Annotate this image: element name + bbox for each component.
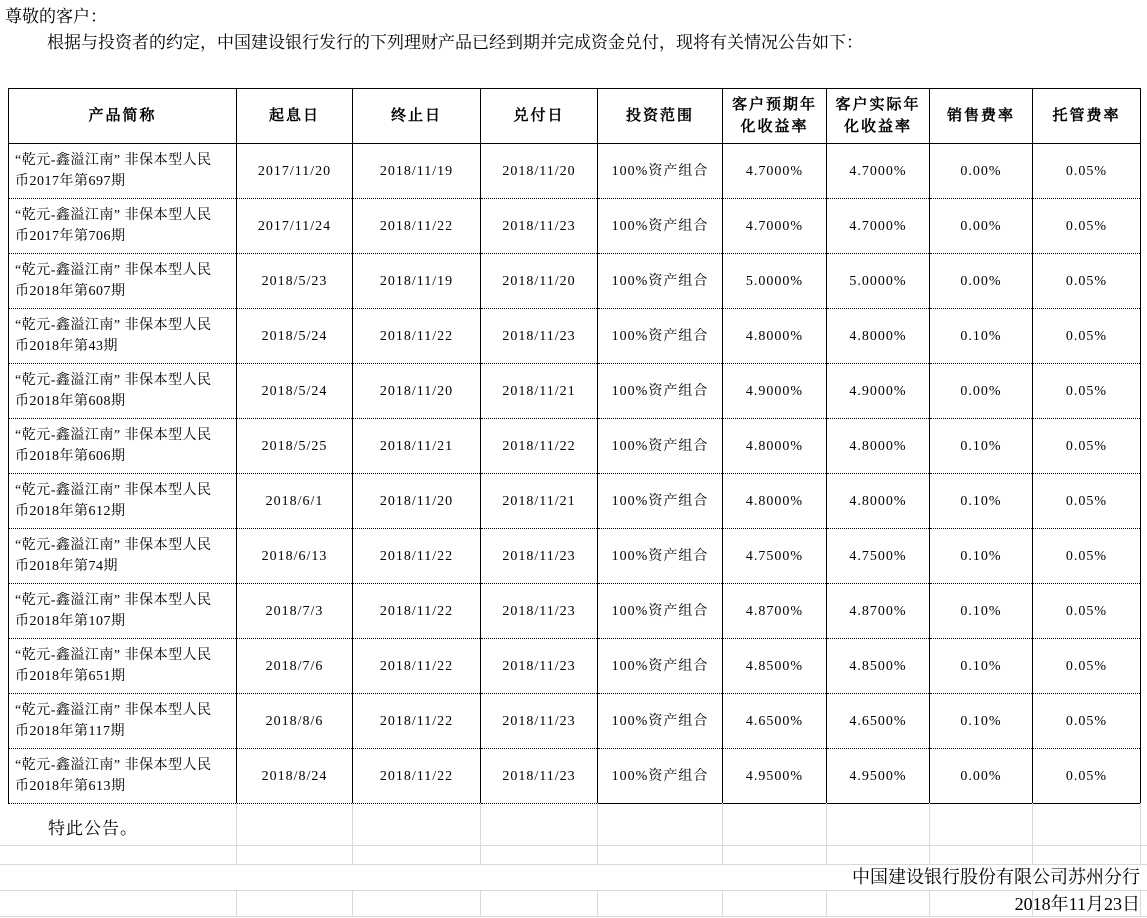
table-cell: 2018/11/20 bbox=[481, 144, 598, 199]
table-cell: 2018/11/22 bbox=[481, 419, 598, 474]
table-cell: 100%资产组合 bbox=[598, 749, 723, 804]
table-header-row bbox=[9, 89, 1141, 144]
table-cell: 2018/11/22 bbox=[353, 309, 481, 364]
table-cell: 2018/7/3 bbox=[237, 584, 353, 639]
table-cell: 4.7000% bbox=[723, 199, 827, 254]
table-cell: 100%资产组合 bbox=[598, 254, 723, 309]
table-body bbox=[9, 144, 1141, 804]
issuer-signature: 中国建设银行股份有限公司苏州分行 bbox=[852, 867, 1140, 887]
table-cell: 4.8700% bbox=[827, 584, 930, 639]
table-cell: 100%资产组合 bbox=[598, 474, 723, 529]
table-cell: 0.05% bbox=[1033, 419, 1141, 474]
table-cell: 2018/11/23 bbox=[481, 749, 598, 804]
table-cell: 2018/6/1 bbox=[237, 474, 353, 529]
column-header: 兑付日 bbox=[481, 89, 598, 144]
table-row bbox=[9, 144, 1141, 199]
table-cell: 4.8500% bbox=[723, 639, 827, 694]
table-cell: 0.10% bbox=[930, 419, 1033, 474]
table-cell: 0.05% bbox=[1033, 639, 1141, 694]
table-cell: 4.8000% bbox=[827, 419, 930, 474]
product-name-cell: “乾元-鑫溢江南” 非保本型人民币2018年第608期 bbox=[9, 364, 237, 419]
table-cell: 0.00% bbox=[930, 254, 1033, 309]
column-header: 起息日 bbox=[237, 89, 353, 144]
table-row bbox=[9, 474, 1141, 529]
column-header: 客户预期年化收益率 bbox=[723, 89, 827, 144]
table-cell: 100%资产组合 bbox=[598, 639, 723, 694]
table-cell: 2018/7/6 bbox=[237, 639, 353, 694]
table-row bbox=[9, 694, 1141, 749]
table-cell: 4.6500% bbox=[723, 694, 827, 749]
table-cell: 2018/11/22 bbox=[353, 639, 481, 694]
table-cell: 2018/11/22 bbox=[353, 529, 481, 584]
product-name-cell: “乾元-鑫溢江南” 非保本型人民币2018年第613期 bbox=[9, 749, 237, 804]
table-cell: 2018/8/6 bbox=[237, 694, 353, 749]
gridline-vertical bbox=[1032, 803, 1033, 864]
gridline-vertical bbox=[929, 803, 930, 864]
gridline-vertical bbox=[1140, 890, 1141, 916]
table-row bbox=[9, 364, 1141, 419]
table-cell: 4.8500% bbox=[827, 639, 930, 694]
table-cell: 2018/11/22 bbox=[353, 584, 481, 639]
table-row bbox=[9, 529, 1141, 584]
table-cell: 0.00% bbox=[930, 144, 1033, 199]
gridline-vertical bbox=[826, 803, 827, 864]
table-cell: 2018/11/20 bbox=[353, 364, 481, 419]
table-cell: 0.05% bbox=[1033, 749, 1141, 804]
table-cell: 4.7500% bbox=[723, 529, 827, 584]
table-cell: 2018/11/22 bbox=[353, 199, 481, 254]
product-name-cell: “乾元-鑫溢江南” 非保本型人民币2018年第74期 bbox=[9, 529, 237, 584]
table-cell: 0.05% bbox=[1033, 199, 1141, 254]
product-name-cell: “乾元-鑫溢江南” 非保本型人民币2018年第606期 bbox=[9, 419, 237, 474]
column-header: 投资范围 bbox=[598, 89, 723, 144]
table-cell: 4.8700% bbox=[723, 584, 827, 639]
maturity-products-table bbox=[8, 88, 1141, 804]
table-cell: 0.00% bbox=[930, 749, 1033, 804]
table-cell: 2018/6/13 bbox=[237, 529, 353, 584]
table-cell: 4.9500% bbox=[723, 749, 827, 804]
product-name-cell: “乾元-鑫溢江南” 非保本型人民币2018年第43期 bbox=[9, 309, 237, 364]
bottom-section bbox=[0, 803, 1147, 918]
table-cell: 0.10% bbox=[930, 474, 1033, 529]
announcement-date: 2018年11月23日 bbox=[1014, 894, 1140, 914]
table-cell: 4.8000% bbox=[723, 419, 827, 474]
table-cell: 2018/5/25 bbox=[237, 419, 353, 474]
column-header: 销售费率 bbox=[930, 89, 1033, 144]
table-cell: 100%资产组合 bbox=[598, 199, 723, 254]
table-cell: 2018/5/23 bbox=[237, 254, 353, 309]
table-cell: 0.10% bbox=[930, 529, 1033, 584]
table-cell: 100%资产组合 bbox=[598, 364, 723, 419]
table-cell: 2018/11/23 bbox=[481, 639, 598, 694]
table-cell: 0.05% bbox=[1033, 694, 1141, 749]
intro-block bbox=[5, 4, 1145, 56]
table-cell: 4.8000% bbox=[723, 474, 827, 529]
table-cell: 4.9000% bbox=[827, 364, 930, 419]
gridline-vertical bbox=[597, 803, 598, 864]
table-cell: 2018/8/24 bbox=[237, 749, 353, 804]
table-cell: 0.05% bbox=[1033, 474, 1141, 529]
table-cell: 2018/11/21 bbox=[481, 474, 598, 529]
table-cell: 4.9500% bbox=[827, 749, 930, 804]
table-row bbox=[9, 199, 1141, 254]
table-cell: 4.9000% bbox=[723, 364, 827, 419]
gridline-vertical bbox=[480, 803, 481, 864]
table-cell: 2018/5/24 bbox=[237, 364, 353, 419]
product-name-cell: “乾元-鑫溢江南” 非保本型人民币2018年第117期 bbox=[9, 694, 237, 749]
table-cell: 2018/5/24 bbox=[237, 309, 353, 364]
product-name-cell: “乾元-鑫溢江南” 非保本型人民币2017年第697期 bbox=[9, 144, 237, 199]
table-cell: 0.10% bbox=[930, 639, 1033, 694]
table-row bbox=[9, 749, 1141, 804]
intro-paragraph: 根据与投资者的约定，中国建设银行发行的下列理财产品已经到期并完成资金兑付，现将有关情况公告如下： bbox=[47, 33, 863, 52]
product-name-cell: “乾元-鑫溢江南” 非保本型人民币2018年第651期 bbox=[9, 639, 237, 694]
table-cell: 4.7000% bbox=[723, 144, 827, 199]
table-cell: 0.05% bbox=[1033, 584, 1141, 639]
column-header: 产品简称 bbox=[9, 89, 237, 144]
table-row bbox=[9, 639, 1141, 694]
column-header: 终止日 bbox=[353, 89, 481, 144]
table-cell: 100%资产组合 bbox=[598, 529, 723, 584]
table-row bbox=[9, 309, 1141, 364]
table-cell: 4.8000% bbox=[827, 309, 930, 364]
table-cell: 2018/11/22 bbox=[353, 694, 481, 749]
table-cell: 5.0000% bbox=[827, 254, 930, 309]
column-header: 托管费率 bbox=[1033, 89, 1141, 144]
table-cell: 2018/11/21 bbox=[353, 419, 481, 474]
table-cell: 0.10% bbox=[930, 584, 1033, 639]
table-header bbox=[9, 89, 1141, 144]
table-cell: 2017/11/20 bbox=[237, 144, 353, 199]
table-cell: 2017/11/24 bbox=[237, 199, 353, 254]
product-name-cell: “乾元-鑫溢江南” 非保本型人民币2018年第607期 bbox=[9, 254, 237, 309]
gridline-vertical bbox=[722, 803, 723, 864]
table-cell: 0.05% bbox=[1033, 254, 1141, 309]
table-cell: 5.0000% bbox=[723, 254, 827, 309]
table-row bbox=[9, 254, 1141, 309]
product-name-cell: “乾元-鑫溢江南” 非保本型人民币2018年第612期 bbox=[9, 474, 237, 529]
table-cell: 0.10% bbox=[930, 309, 1033, 364]
table-cell: 2018/11/22 bbox=[353, 749, 481, 804]
table-cell: 0.05% bbox=[1033, 364, 1141, 419]
gridline-vertical bbox=[1140, 803, 1141, 864]
product-name-cell: “乾元-鑫溢江南” 非保本型人民币2017年第706期 bbox=[9, 199, 237, 254]
table-cell: 4.7000% bbox=[827, 144, 930, 199]
table-cell: 2018/11/23 bbox=[481, 584, 598, 639]
table-row bbox=[9, 584, 1141, 639]
table-cell: 2018/11/19 bbox=[353, 254, 481, 309]
table-cell: 0.05% bbox=[1033, 144, 1141, 199]
table-cell: 2018/11/21 bbox=[481, 364, 598, 419]
table-cell: 2018/11/20 bbox=[353, 474, 481, 529]
table-cell: 4.8000% bbox=[723, 309, 827, 364]
gridline-vertical bbox=[236, 803, 237, 864]
table-cell: 0.00% bbox=[930, 199, 1033, 254]
table-row bbox=[9, 419, 1141, 474]
table-cell: 100%资产组合 bbox=[598, 144, 723, 199]
table-cell: 2018/11/23 bbox=[481, 694, 598, 749]
table-cell: 2018/11/20 bbox=[481, 254, 598, 309]
table-cell: 0.05% bbox=[1033, 529, 1141, 584]
salutation: 尊敬的客户： bbox=[5, 7, 107, 26]
table-cell: 2018/11/23 bbox=[481, 199, 598, 254]
table-cell: 100%资产组合 bbox=[598, 419, 723, 474]
table-cell: 4.7000% bbox=[827, 199, 930, 254]
table-cell: 4.8000% bbox=[827, 474, 930, 529]
table-cell: 2018/11/23 bbox=[481, 529, 598, 584]
product-name-cell: “乾元-鑫溢江南” 非保本型人民币2018年第107期 bbox=[9, 584, 237, 639]
gridline-horizontal bbox=[0, 845, 1147, 846]
table-cell: 100%资产组合 bbox=[598, 584, 723, 639]
table-cell: 4.6500% bbox=[827, 694, 930, 749]
table-cell: 0.00% bbox=[930, 364, 1033, 419]
table-cell: 0.10% bbox=[930, 694, 1033, 749]
column-header: 客户实际年化收益率 bbox=[827, 89, 930, 144]
table-cell: 100%资产组合 bbox=[598, 309, 723, 364]
table-cell: 4.7500% bbox=[827, 529, 930, 584]
table-cell: 0.05% bbox=[1033, 309, 1141, 364]
closing-statement: 特此公告。 bbox=[48, 819, 138, 838]
gridline-vertical bbox=[352, 803, 353, 864]
table-cell: 2018/11/23 bbox=[481, 309, 598, 364]
table-cell: 2018/11/19 bbox=[353, 144, 481, 199]
table-cell: 100%资产组合 bbox=[598, 694, 723, 749]
